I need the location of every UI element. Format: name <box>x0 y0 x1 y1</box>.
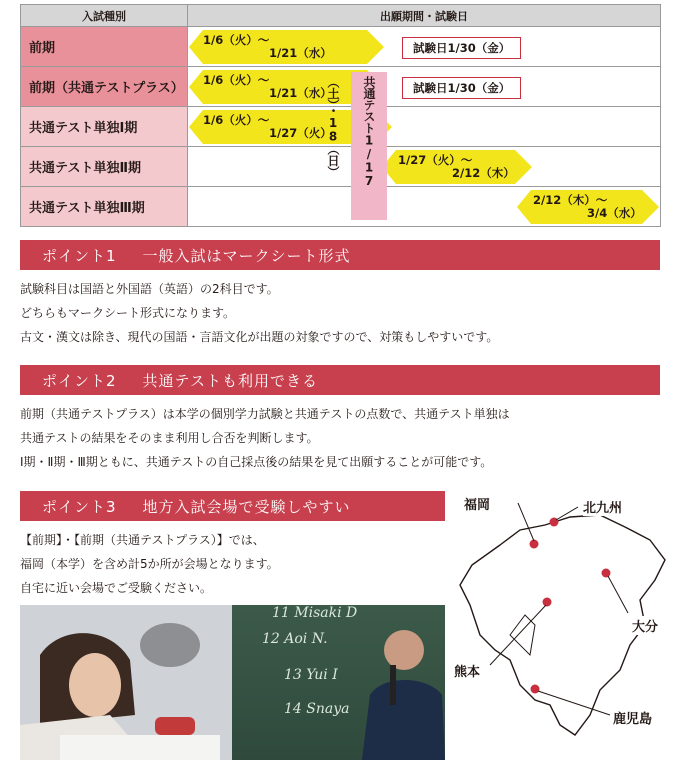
row-kind-4: 共通テスト単独Ⅲ期 <box>21 187 188 227</box>
point2-title: 共通テストも利用できる <box>142 371 318 390</box>
classroom-photo <box>20 605 445 760</box>
kyotsu-test-bar <box>326 72 387 220</box>
exam-date-0: 試験日1/30（金） <box>402 37 521 59</box>
kyushu-map <box>450 485 680 760</box>
city-fukuoka: 福岡 <box>464 494 490 513</box>
point1-body: 試験科目は国語と外国語（英語）の2科目です。 どちらもマークシート形式になります。 古文・漢文は除き、現代の国語・言語文化が出題の対象ですので、対策もしやすいです。 <box>20 282 499 344</box>
period-arrow-3: 1/27（火）〜 2/12（木） <box>382 150 532 184</box>
header-kind: 入試種別 <box>21 5 188 27</box>
kyotsu-test-label: 共通テスト1/17（土）・18（日） <box>326 76 376 188</box>
city-kitakyushu: 北九州 <box>583 497 622 516</box>
row-kind-0: 前期 <box>21 27 188 67</box>
point3-heading: ポイント3 地方入試会場で受験しやすい <box>20 491 445 521</box>
period-arrow-4: 2/12（木）〜 3/4（水） <box>517 190 659 224</box>
point3-body: 【前期】・【前期（共通テストプラス）】では、 福岡（本学）を含め計5か所が会場となります。 自宅に近い会場でご受験ください。 <box>20 533 279 595</box>
period-arrow-1: 1/6（火）〜 1/21（水） <box>189 70 384 104</box>
schedule-table <box>20 4 660 228</box>
row-kind-2: 共通テスト単独Ⅰ期 <box>21 107 188 147</box>
exam-date-1: 試験日1/30（金） <box>402 77 521 99</box>
city-kumamoto: 熊本 <box>454 661 480 680</box>
period-arrow-2: 1/6（火）〜 1/27（火） <box>189 110 392 144</box>
row-kind-1: 前期（共通テストプラス） <box>21 67 188 107</box>
header-period: 出願期間・試験日 <box>188 5 661 27</box>
point1-heading: ポイント1 一般入試はマークシート形式 <box>20 240 660 270</box>
period-arrow-0: 1/6（火）〜 1/21（水） <box>189 30 384 64</box>
city-kagoshima: 鹿児島 <box>613 708 652 727</box>
city-oita: 大分 <box>632 616 658 635</box>
point1-title: 一般入試はマークシート形式 <box>142 246 351 265</box>
teacher-photo: 11 Misaki D 12 Aoi N. 13 Yui I 14 Snaya <box>232 605 445 760</box>
point3-title: 地方入試会場で受験しやすい <box>142 497 351 516</box>
point2-body: 前期（共通テストプラス）は本学の個別学力試験と共通テストの点数で、共通テスト単独は 共通テストの結果をそのまま利用し合否を判断します。 Ⅰ期・Ⅱ期・Ⅲ期ともに、共通テストの自己採点後の結果を見て出願することが可能です。 <box>20 407 510 469</box>
student-photo <box>20 605 232 760</box>
row-kind-3: 共通テスト単独Ⅱ期 <box>21 147 188 187</box>
point2-heading: ポイント2 共通テストも利用できる <box>20 365 660 395</box>
